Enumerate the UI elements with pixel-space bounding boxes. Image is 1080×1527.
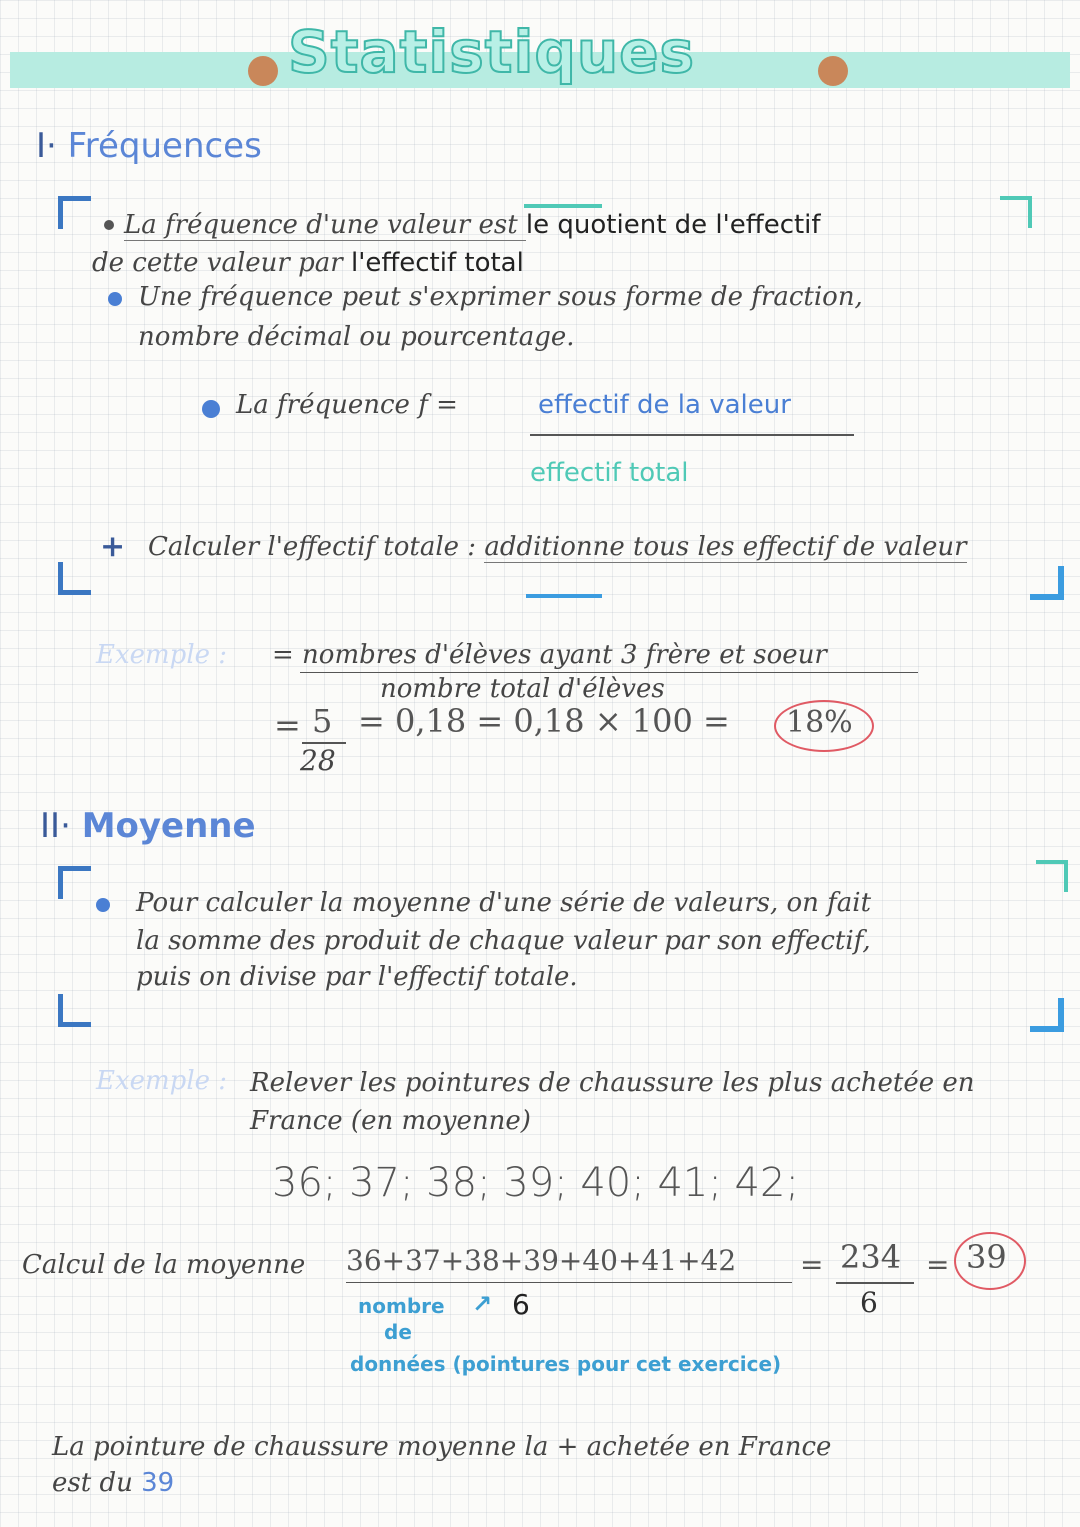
- definition-text: La fréquence d'une valeur est: [124, 210, 526, 240]
- example-2-line-1: Relever les pointures de chaussure les plus achetée en: [250, 1068, 975, 1098]
- point-2-line-2: nombre décimal ou pourcentage.: [138, 322, 575, 352]
- section-1-numeral: I: [36, 126, 47, 166]
- equals-sign: =: [274, 706, 301, 744]
- bullet-dot: [108, 292, 122, 306]
- bullet-dot: [202, 400, 220, 418]
- example-calculation: = 0,18 = 0,18 × 100 =: [358, 702, 730, 740]
- example-fraction-numerator: 5: [312, 702, 333, 740]
- tip-text: Calculer l'effectif totale :: [148, 532, 485, 562]
- box-corner-bottom-left: [58, 994, 91, 1027]
- tip-emphasis: additionne tous les effectif de valeur: [484, 532, 967, 562]
- definition-emphasis-2: l'effectif total: [350, 248, 524, 278]
- section-1-heading: I· Fréquences: [36, 126, 262, 166]
- section-2-numeral: II: [40, 806, 61, 846]
- binder-hole-left: [248, 56, 278, 86]
- note-line-3: données (pointures pour cet exercice): [350, 1352, 782, 1376]
- calc-fraction-bar: [346, 1282, 792, 1283]
- page-title: Statistiques: [288, 18, 696, 86]
- example-denominator: nombre total d'élèves: [380, 674, 665, 704]
- bullet-dot: [96, 898, 110, 912]
- calc-result: 39: [966, 1238, 1007, 1276]
- bullet-dot: [104, 220, 114, 230]
- calc-numerator: 36+37+38+39+40+41+42: [346, 1244, 737, 1277]
- plus-icon: +: [100, 529, 126, 564]
- box-corner-top-right: [1000, 196, 1032, 228]
- example-numerator: = nombres d'élèves ayant 3 frère et soeur: [272, 640, 827, 670]
- definition-line-1: [124, 208, 821, 242]
- box-corner-top-right: [1036, 860, 1068, 892]
- definition-line-2: [92, 246, 524, 280]
- formula-denominator: effectif total: [530, 458, 689, 488]
- calc-fraction-denominator: 6: [860, 1286, 878, 1319]
- mean-definition-line-2: la somme des produit de chaque valeur par son effectif,: [136, 926, 871, 956]
- box-corner-bottom-left: [58, 562, 91, 595]
- binder-hole-right: [818, 56, 848, 86]
- tip-line: [148, 530, 967, 564]
- section-2-heading: II· Moyenne: [40, 806, 256, 846]
- calc-fraction-numerator: 234: [840, 1238, 902, 1276]
- calc-equals: =: [926, 1248, 950, 1281]
- box-corner-top-left: [58, 196, 91, 229]
- note-line-1: nombre: [358, 1294, 445, 1318]
- section-1-title: Fréquences: [67, 126, 262, 166]
- conclusion-line-2: [52, 1466, 174, 1500]
- calc-equals: =: [800, 1248, 824, 1281]
- formula-label: La fréquence f =: [236, 390, 458, 420]
- example-label: Exemple :: [96, 1066, 228, 1096]
- arrow-icon: ↗: [472, 1290, 493, 1318]
- mean-definition-line-1: Pour calculer la moyenne d'une série de valeurs, on fait: [136, 888, 872, 918]
- example-result: 18%: [786, 705, 853, 740]
- calc-label: Calcul de la moyenne: [22, 1250, 306, 1280]
- shoe-size-values: 36; 37; 38; 39; 40; 41; 42;: [272, 1160, 799, 1206]
- mean-definition-line-3: puis on divise par l'effectif totale.: [136, 962, 578, 992]
- note-line-2: de: [384, 1320, 412, 1344]
- box-corner-bottom-right: [1030, 566, 1064, 600]
- formula-fraction-bar: [530, 434, 854, 436]
- box-bottom-accent: [526, 594, 602, 598]
- conclusion-value: 39: [141, 1468, 175, 1498]
- point-2-line-1: Une fréquence peut s'exprimer sous forme de fraction,: [138, 282, 863, 312]
- section-2-title: Moyenne: [81, 806, 256, 846]
- calc-small-fraction-bar: [836, 1282, 914, 1284]
- box-corner-top-left: [58, 866, 91, 899]
- note-count: 6: [512, 1288, 530, 1321]
- conclusion-text: est du: [52, 1468, 142, 1498]
- example-label: Exemple :: [96, 640, 228, 670]
- box-corner-bottom-right: [1030, 998, 1064, 1032]
- definition-emphasis: le quotient de l'effectif: [525, 210, 821, 240]
- formula-numerator: effectif de la valeur: [538, 390, 791, 420]
- example-2-line-2: France (en moyenne): [250, 1106, 531, 1136]
- example-fraction-denominator: 28: [300, 744, 336, 777]
- definition-text-2: de cette valeur par: [92, 248, 351, 278]
- conclusion-line-1: La pointure de chaussure moyenne la + achetée en France: [52, 1432, 832, 1462]
